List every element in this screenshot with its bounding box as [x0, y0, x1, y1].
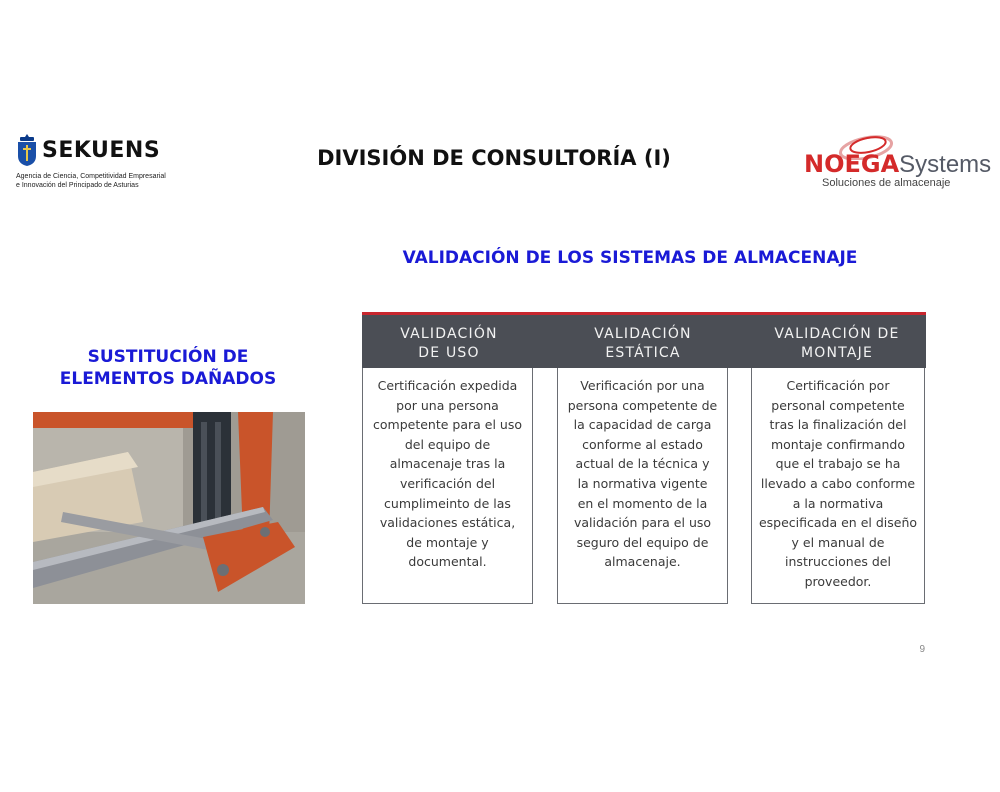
- column-box-montaje: [751, 368, 925, 604]
- column-header-estatica: VALIDACIÓN ESTÁTICA: [594, 326, 692, 361]
- page-number: 9: [919, 644, 925, 655]
- sekuens-name: SEKUENS: [42, 138, 161, 163]
- column-text-montaje: Certificación por personal competente tras la finalización del montaje confirmando que el trabajo se ha llevado a cabo conforme a la normativa especificada en el diseño y el manual de instrucciones del proveedor.: [758, 378, 918, 589]
- section-title: VALIDACIÓN DE LOS SISTEMAS DE ALMACENAJE: [402, 248, 858, 268]
- sekuens-subtitle: Agencia de Ciencia, Competitividad Empresarial e Innovación del Principado de Asturias: [16, 173, 166, 189]
- noega-tagline: Soluciones de almacenaje: [822, 177, 951, 189]
- validation-columns-panel: [362, 312, 926, 606]
- damaged-rack-photo: [33, 412, 305, 604]
- noega-name: NOEGASystems: [804, 150, 992, 178]
- rack-photo-illustration: [33, 412, 305, 604]
- column-text-uso: Certificación expedida por una persona competente para el uso del equipo de almacenaje tras la verificación del cumplimeinto de las validaciones estática, de montaje y documental.: [373, 378, 522, 570]
- left-caption: SUSTITUCIÓN DE ELEMENTOS DAÑADOS: [59, 347, 277, 389]
- noega-systems-logo: [800, 132, 992, 194]
- column-header-montaje: VALIDACIÓN DE MONTAJE: [774, 326, 900, 361]
- asturias-shield-icon: [16, 134, 38, 166]
- slide-title: DIVISIÓN DE CONSULTORÍA (I): [317, 146, 671, 170]
- column-box-estatica: [557, 368, 728, 604]
- sekuens-logo: [16, 134, 206, 194]
- column-header-uso: VALIDACIÓN DE USO: [400, 326, 498, 361]
- column-text-estatica: Verificación por una persona competente de la capacidad de carga conforme al estado actual de la técnica y la normativa vigente en el momento de la validación para el uso seguro del equipo de almacenaje.: [567, 378, 718, 570]
- column-box-uso: [362, 368, 533, 604]
